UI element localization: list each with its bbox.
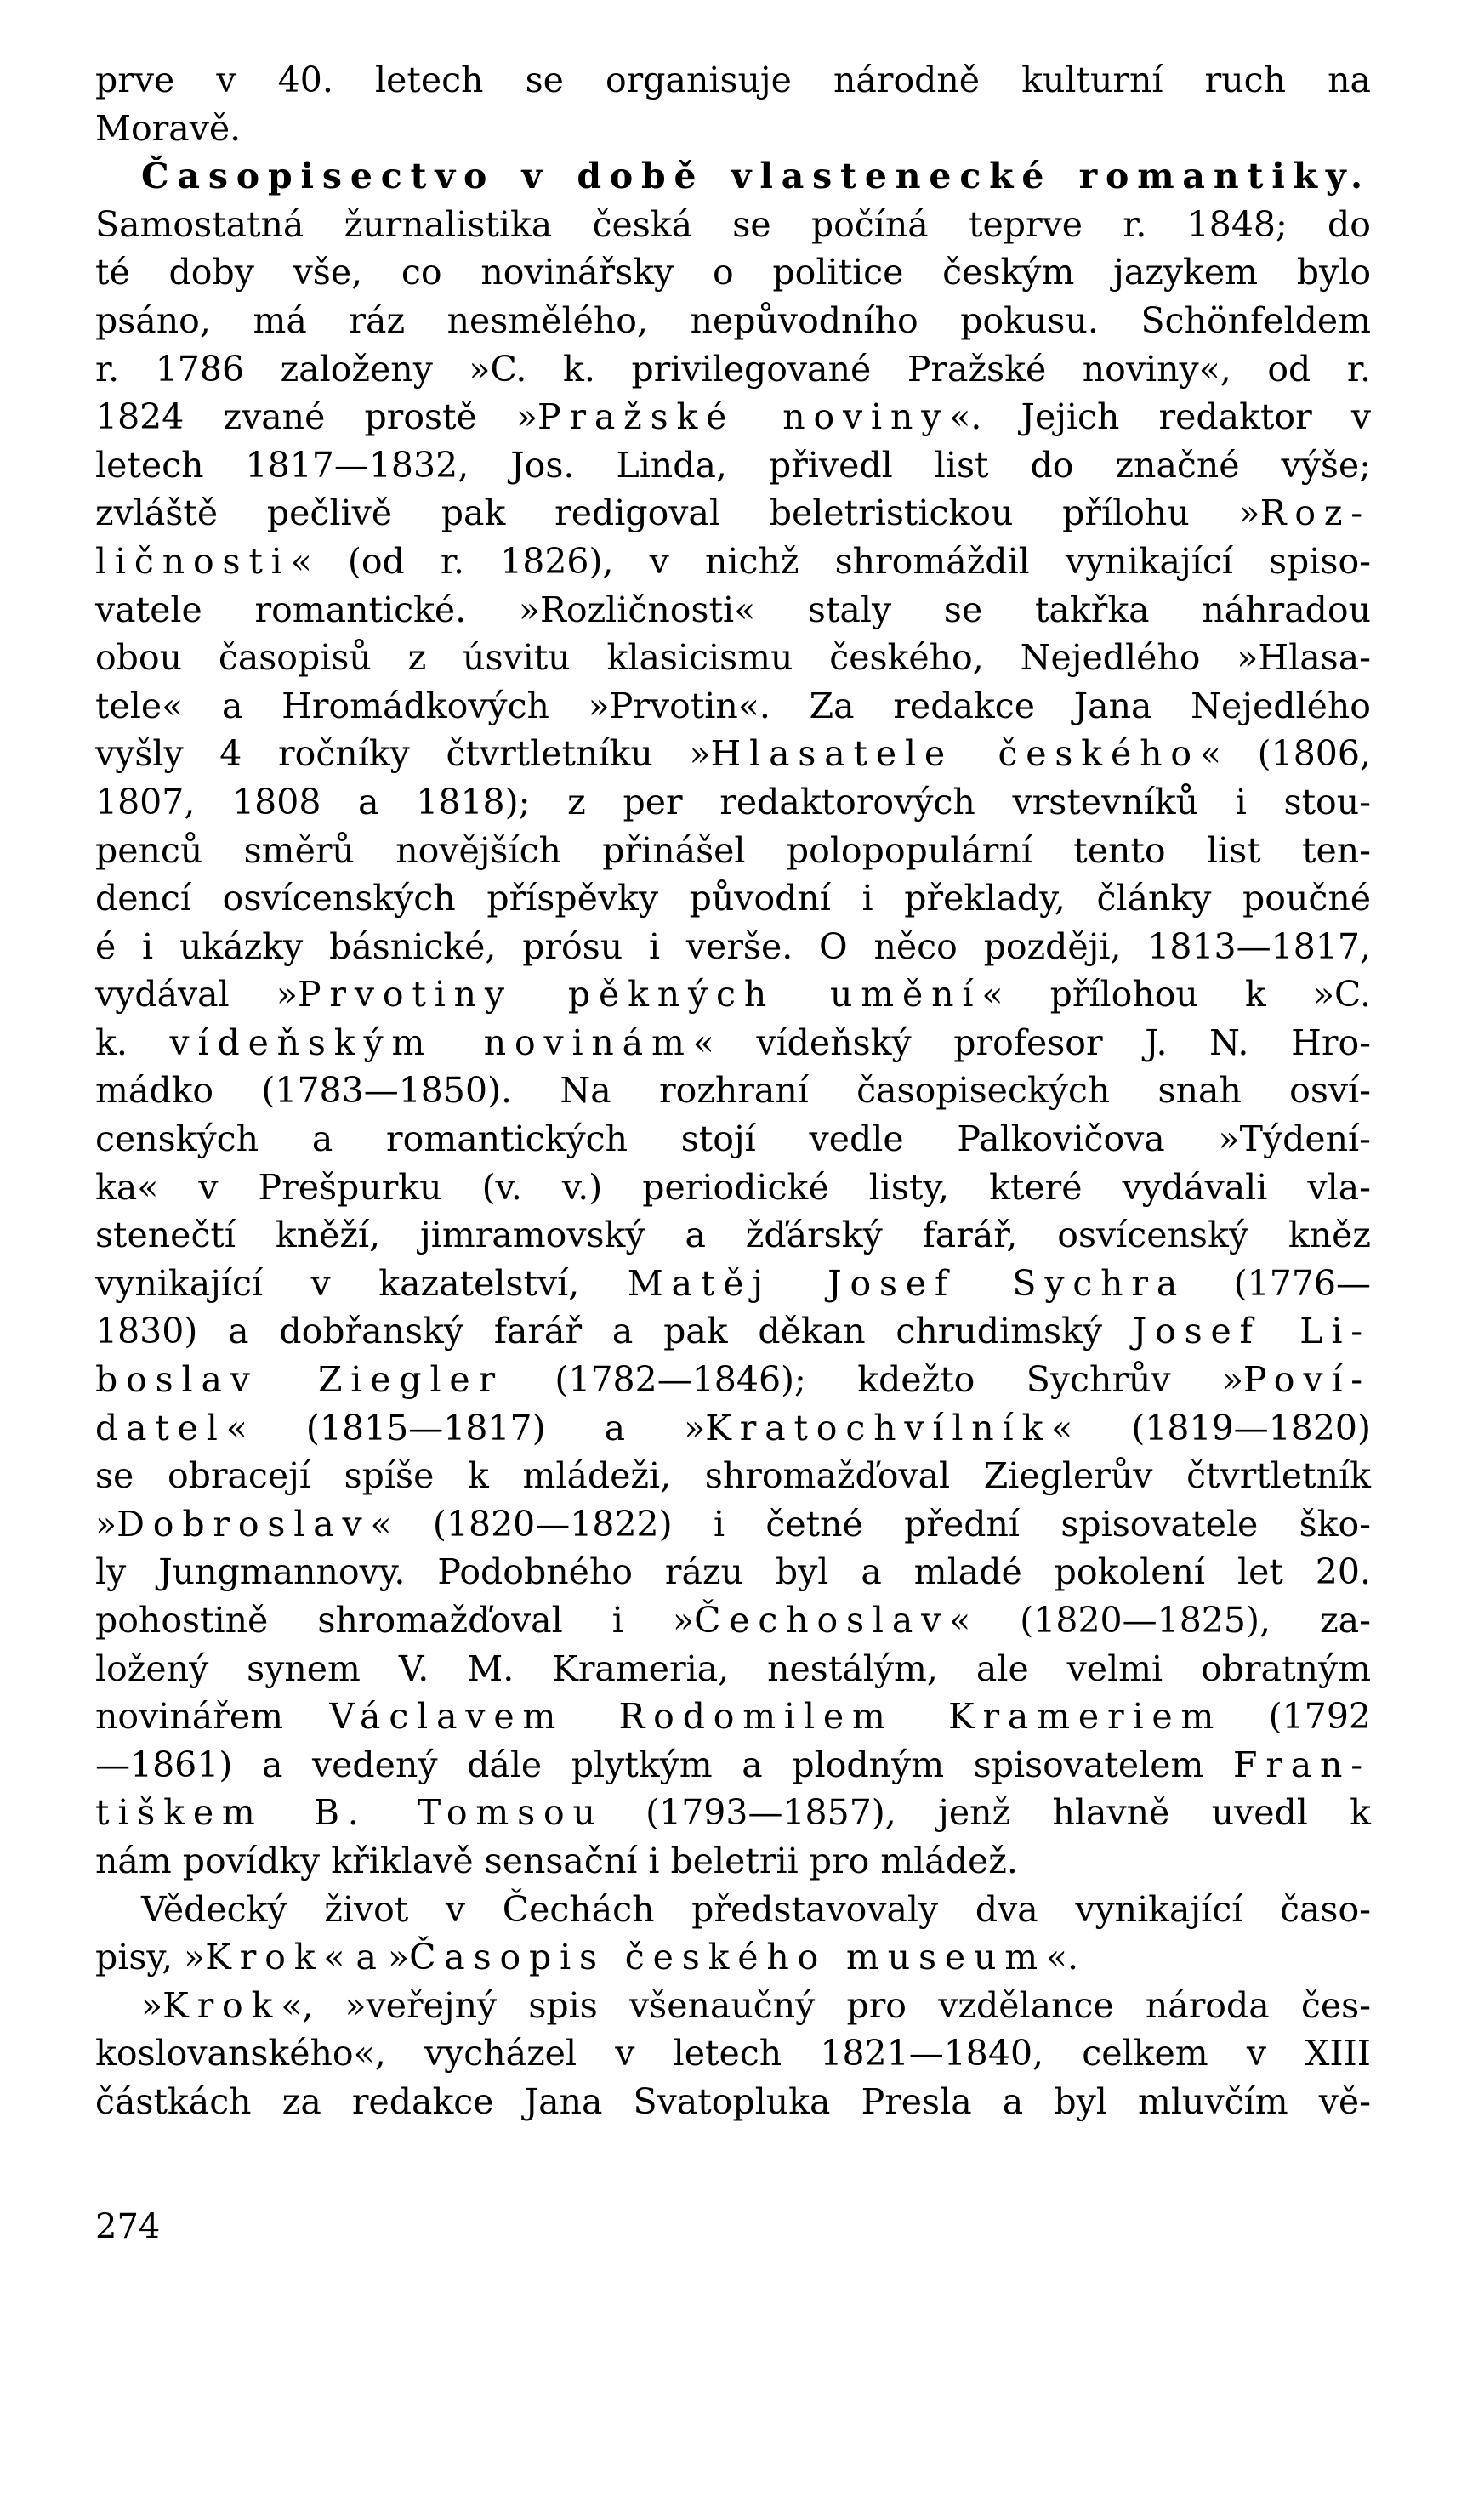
emphasized-text: ličnosti (95, 540, 291, 582)
text-line (95, 1211, 1371, 1260)
text-segment: Moravě. (95, 107, 242, 149)
text-line (95, 201, 1371, 249)
text-segment: penců směrů novějších přinášel polopopulární tento list ten- (95, 829, 1371, 871)
emphasized-text: Poví- (1243, 1359, 1371, 1401)
text-segment: prve v 40. letech se organisuje národně kulturní ruch na (95, 60, 1371, 100)
text-segment: r. 1786 založeny »C. k. privilegované Pražské noviny«, od r. (95, 348, 1371, 390)
text-segment: se obracejí spíše k mládeži, shromažďoval Zieglerův čtvrtletník (95, 1455, 1371, 1497)
text-line (95, 248, 1371, 297)
text-segment: ložený synem V. M. Krameria, nestálým, ale velmi obratným (95, 1647, 1371, 1689)
text-line (95, 1356, 1371, 1404)
text-line (95, 2029, 1371, 2078)
text-line (95, 393, 1371, 441)
text-segment: ly Jungmannovy. Podobného rázu byl a mladé pokolení let 20. (95, 1551, 1371, 1593)
text-segment: vatele romantické. »Rozličnosti« staly se takřka náhradou (95, 589, 1371, 630)
text-line (95, 152, 1371, 201)
text-segment: « (1820—1822) i četné přední spisovatele ško- (370, 1503, 1371, 1545)
text-line (95, 1645, 1371, 1693)
body-text (95, 56, 1371, 2126)
text-segment: té doby vše, co novinářsky o politice českým jazykem bylo (95, 252, 1371, 293)
text-line (95, 634, 1371, 682)
text-segment: vynikající v kazatelství, (95, 1262, 628, 1304)
text-line (95, 1933, 1371, 1982)
emphasized-text: Pražské noviny (537, 396, 950, 438)
text-segment: (1776— (1185, 1262, 1371, 1304)
text-segment: vyšly 4 ročníky čtvrtletníku » (95, 733, 711, 775)
text-line (95, 1404, 1371, 1453)
text-line (95, 56, 1371, 105)
text-line (95, 1260, 1371, 1308)
text-segment: «. (1045, 1937, 1079, 1978)
text-line (95, 1115, 1371, 1164)
text-line (95, 1019, 1371, 1067)
text-line (95, 345, 1371, 394)
emphasized-text: Václavem Rodomilem Krameriem (329, 1696, 1223, 1738)
text-line (95, 970, 1371, 1019)
text-segment: 1807, 1808 a 1818); z per redaktorových vrstevníků i stou- (95, 781, 1371, 822)
text-segment: Vědecký život v Čechách představovaly dva vynikající časo- (141, 1888, 1371, 1930)
text-segment: cenských a romantických stojí vedle Palkovičova »Týdení- (95, 1118, 1371, 1160)
text-line (95, 682, 1371, 731)
emphasized-text: datel (95, 1407, 226, 1448)
text-line (95, 1741, 1371, 1790)
text-segment: é i ukázky básnické, prósu i verše. O něco později, 1813—1817, (95, 925, 1371, 967)
text-segment: novinářem (95, 1696, 330, 1738)
text-line (95, 1164, 1371, 1212)
emphasized-text: Čechoslav (694, 1600, 950, 1641)
text-segment: psáno, má ráz nesmělého, nepůvodního pokusu. Schönfeldem (95, 299, 1371, 341)
emphasized-text: Krok (162, 1984, 281, 2026)
text-line (95, 1982, 1371, 2030)
text-segment: (1782—1846); kdežto Sychrův » (503, 1359, 1244, 1401)
text-line (95, 2078, 1371, 2126)
text-segment: «. Jejich redaktor v (949, 396, 1371, 438)
text-line (95, 874, 1371, 923)
text-line (95, 297, 1371, 345)
text-line (95, 538, 1371, 586)
text-line (95, 923, 1371, 971)
text-line (95, 1452, 1371, 1500)
text-line (95, 778, 1371, 827)
text-segment: zvláště pečlivě pak redigoval beletristickou přílohu » (95, 492, 1260, 534)
emphasized-text: Josef Li- (1132, 1311, 1371, 1352)
text-segment: ka« v Prešpurku (v. v.) periodické listy, které vydávali vla- (95, 1166, 1371, 1208)
text-line (95, 1067, 1371, 1115)
text-segment: mádko (1783—1850). Na rozhraní časopiseckých snah osví- (95, 1070, 1371, 1112)
text-segment: 1824 zvané prostě » (95, 396, 538, 438)
text-line (95, 1500, 1371, 1549)
emphasized-text: boslav Ziegler (95, 1359, 503, 1401)
emphasized-text: Časopisectvo v době vlastenecké romantiky. (141, 156, 1371, 197)
text-segment: vydával » (95, 974, 298, 1016)
emphasized-text: vídeňským novinám (169, 1021, 693, 1063)
text-line (95, 441, 1371, 490)
emphasized-text: Krok (205, 1937, 324, 1978)
emphasized-text: Dobroslav (117, 1503, 371, 1545)
text-segment: pisy, » (95, 1937, 206, 1978)
emphasized-text: Kratochvílník (705, 1407, 1052, 1448)
text-line (95, 827, 1371, 875)
page-number: 274 (95, 2207, 161, 2246)
text-segment: Samostatná žurnalistika česká se počíná teprve r. 1848; do (95, 203, 1371, 245)
text-segment: —1861) a vedený dále plytkým a plodným spisovatelem (95, 1744, 1234, 1785)
text-line (95, 1548, 1371, 1596)
text-segment: k. (95, 1021, 170, 1063)
text-segment: « (1819—1820) (1051, 1407, 1371, 1448)
text-segment: 1830) a dobřanský farář a pak děkan chrudimský (95, 1311, 1133, 1352)
text-line (95, 730, 1371, 778)
text-segment: « vídeňský profesor J. N. Hro- (692, 1021, 1371, 1063)
text-line (95, 489, 1371, 538)
emphasized-text: tiškem B. Tomsou (95, 1792, 604, 1834)
text-segment: koslovanského«, vycházel v letech 1821—1840, celkem v XIII (95, 2033, 1371, 2074)
text-segment: částkách za redakce Jana Svatopluka Presla a byl mluvčím vě- (95, 2080, 1371, 2122)
text-segment: » (141, 1984, 163, 2026)
emphasized-text: Roz- (1259, 492, 1371, 534)
emphasized-text: Prvotiny pěkných umění (297, 974, 982, 1016)
emphasized-text: Hlasatele českého (710, 733, 1200, 775)
text-segment: pohostině shromažďoval i » (95, 1600, 695, 1641)
text-line (95, 1886, 1371, 1934)
text-line (95, 1693, 1371, 1741)
text-segment: (1793—1857), jenž hlavně uvedl k (603, 1792, 1372, 1834)
text-segment: dencí osvícenských příspěvky původní i překlady, články poučné (95, 878, 1371, 919)
text-line (95, 1596, 1371, 1645)
text-segment: nám povídky křiklavě sensační i beletrii pro mládež. (95, 1840, 1018, 1881)
text-segment: « (1820—1825), za- (949, 1600, 1371, 1641)
text-segment: «, »veřejný spis všenaučný pro vzdělance národa čes- (281, 1984, 1371, 2026)
text-line (95, 1307, 1371, 1356)
text-line (95, 1789, 1371, 1837)
text-segment: « (1806, (1199, 733, 1371, 775)
text-segment: « a » (323, 1937, 410, 1978)
emphasized-text: Matěj Josef Sychra (627, 1262, 1186, 1304)
emphasized-text: Časopis českého museum (409, 1937, 1046, 1978)
text-line (95, 1837, 1371, 1886)
text-segment: « přílohou k »C. (981, 974, 1371, 1016)
text-segment: letech 1817—1832, Jos. Linda, přivedl list do značné výše; (95, 444, 1371, 486)
text-segment: tele« a Hromádkových »Prvotin«. Za redakce Jana Nejedlého (95, 685, 1371, 726)
text-line (95, 105, 1371, 153)
text-segment: stenečtí kněží, jimramovský a žďárský farář, osvícenský kněz (95, 1215, 1371, 1256)
text-segment: » (95, 1503, 117, 1545)
emphasized-text: Fran- (1233, 1744, 1371, 1785)
text-segment: (1792 (1222, 1696, 1371, 1738)
text-segment: « (1815—1817) a » (225, 1407, 706, 1448)
text-segment: « (od r. 1826), v nichž shromáždil vynikající spiso- (290, 540, 1371, 582)
text-segment: obou časopisů z úsvitu klasicismu českého, Nejedlého »Hlasa- (95, 637, 1371, 679)
text-line (95, 586, 1371, 634)
